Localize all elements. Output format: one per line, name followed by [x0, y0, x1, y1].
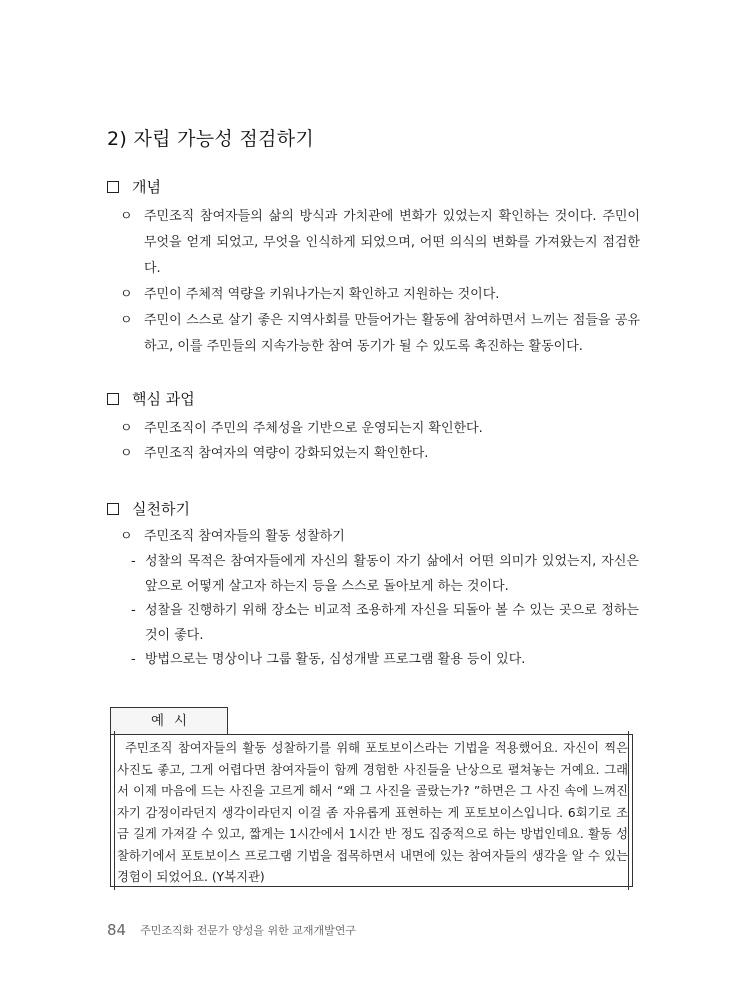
example-box	[110, 734, 633, 887]
dash-mark: -	[131, 652, 136, 667]
bullet-text: 주민조직 참여자들의 활동 성찰하기	[144, 529, 345, 544]
example-text: 주민조직 참여자들의 활동 성찰하기를 위해 포토보이스라는 기법을 적용했어요. 자신이 찍은 사진도 좋고, 그게 어렵다면 참여자들이 함께 경험한 사진들을 난상으로 펼쳐놓는 거예요. 그래서 이제 마음에 드는 사진을 고르게 해서 “왜 그 사진을 골랐는가? ”하면은 그 사진 속에 느껴진 자기 감정이라던지 생각이라던지 이걸 좀 자유롭게 표현하는 게 포토보이스입니다. 6회기로 조금 길게 가져갈 수 있고, 짧게는 1시간에서 1시간 반 정도 집중적으로 하는 방법인데요. 활동 성찰하기에서 포토보이스 프로그램 기법을 접목하면서 내면에 있는 참여자들의 생각을 알 수 있는 경험이 되었어요. (Y복지관)	[117, 741, 628, 884]
dash-mark: -	[131, 554, 136, 569]
bullet-item	[120, 282, 640, 308]
bullet-text: 주민이 주체적 역량을 키워나가는지 확인하고 지원하는 것이다.	[144, 287, 500, 302]
page-number: 84	[107, 921, 127, 939]
bullet-text: 주민조직 참여자들의 삶의 방식과 가치관에 변화가 있었는지 확인하는 것이다. 주민이 무엇을 얻게 되었고, 무엇을 인식하게 되었으며, 어떤 의식의 변화를 가져왔는지 점검한다.	[144, 209, 640, 276]
dash-item	[131, 648, 639, 673]
example-label: 예시	[110, 707, 228, 735]
bullet-mark: ㅇ	[120, 446, 133, 461]
dash-text: 성찰의 목적은 참여자들에게 자신의 활동이 자기 삶에서 어떤 의미가 있었는지, 자신은 앞으로 어떻게 살고자 하는지 등을 스스로 돌아보게 하는 것이다.	[145, 554, 639, 594]
checkbox-square-icon	[107, 393, 119, 405]
bullet-mark: ㅇ	[120, 313, 133, 328]
bullet-mark: ㅇ	[120, 529, 133, 544]
page-footer	[107, 921, 356, 939]
bullet-item	[120, 441, 640, 467]
bullet-mark: ㅇ	[120, 209, 133, 224]
section-title-text: 실천하기	[132, 500, 190, 518]
section-title-concept	[107, 176, 161, 197]
bullet-text: 주민조직 참여자의 역량이 강화되었는지 확인한다.	[144, 446, 429, 461]
bullet-text: 주민조직이 주민의 주체성을 기반으로 운영되는지 확인한다.	[144, 421, 483, 436]
section-title-core-tasks	[107, 388, 195, 409]
section-title-text: 핵심 과업	[132, 390, 195, 408]
dash-text: 방법으로는 명상이나 그룹 활동, 심성개발 프로그램 활용 등이 있다.	[145, 652, 526, 667]
section-title-text: 개념	[132, 178, 161, 196]
bullet-mark: ㅇ	[120, 421, 133, 436]
dash-mark: -	[131, 603, 136, 618]
bullet-text: 주민이 스스로 살기 좋은 지역사회를 만들어가는 활동에 참여하면서 느끼는 점들을 공유하고, 이를 주민들의 지속가능한 참여 동기가 될 수 있도록 촉진하는 활동이다.	[144, 313, 640, 354]
bullet-mark: ㅇ	[120, 287, 133, 302]
bullet-item	[120, 204, 640, 282]
dash-item	[131, 550, 639, 599]
section-title-practice	[107, 498, 190, 519]
section-heading: 2) 자립 가능성 점검하기	[107, 128, 315, 150]
footer-title: 주민조직화 전문가 양성을 위한 교재개발연구	[140, 924, 356, 937]
bullet-item	[120, 416, 640, 442]
dash-item	[131, 599, 639, 648]
dash-text: 성찰을 진행하기 위해 장소는 비교적 조용하게 자신을 되돌아 볼 수 있는 곳으로 정하는 것이 좋다.	[145, 603, 639, 643]
bullet-item	[120, 308, 640, 360]
checkbox-square-icon	[107, 503, 119, 515]
bullet-item	[120, 524, 640, 550]
checkbox-square-icon	[107, 181, 119, 193]
